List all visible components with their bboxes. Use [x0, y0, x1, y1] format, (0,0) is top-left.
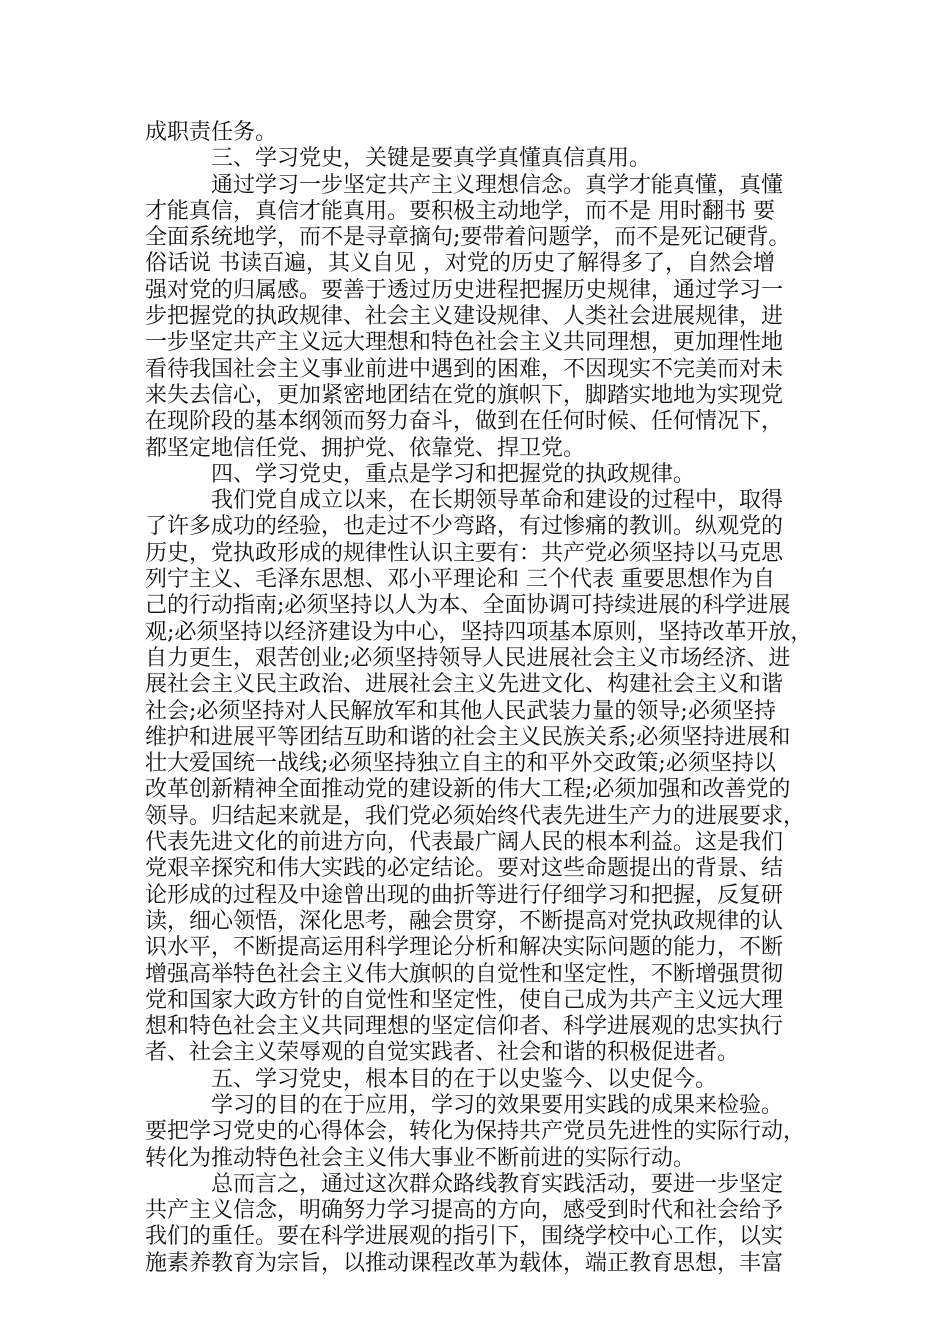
text-line: 四、学习党史，重点是学习和把握党的执政规律。: [211, 461, 696, 487]
text-line: 论形成的过程及中途曾出现的曲折等进行仔细学习和把握，反复研: [145, 882, 784, 908]
text-line: 者、社会主义荣辱观的自觉实践者、社会和谐的积极促进者。: [145, 1040, 740, 1066]
text-line: 展社会主义民主政治、进展社会主义先进文化、构建社会主义和谐: [145, 672, 784, 698]
text-line: 改革创新精神全面推动党的建设新的伟大工程;必须加强和改善党的: [145, 777, 791, 803]
text-line: 全面系统地学，而不是寻章摘句;要带着问题学，而不是死记硬背。: [145, 225, 791, 251]
text-line: 观;必须坚持以经济建设为中心，坚持四项基本原则，坚持改革开放，: [145, 619, 813, 645]
text-line: 俗话说 书读百遍，其义自见 ，对党的历史了解得多了，自然会增: [145, 251, 775, 277]
text-line: 了许多成功的经验，也走过不少弯路，有过惨痛的教训。纵观党的: [145, 514, 784, 540]
text-line: 总而言之，通过这次群众路线教育实践活动，要进一步坚定: [211, 1171, 784, 1197]
text-line: 五、学习党史，根本目的在于以史鉴今、以史促今。: [211, 1066, 718, 1092]
text-line: 在现阶段的基本纲领而努力奋斗，做到在任何时候、任何情况下，: [145, 409, 784, 435]
text-line: 共产主义信念，明确努力学习提高的方向，感受到时代和社会给予: [145, 1198, 784, 1224]
text-line: 列宁主义、毛泽东思想、邓小平理论和 三个代表 重要思想作为自: [145, 567, 775, 593]
text-line: 施素养教育为宗旨，以推动课程改革为载体，端正教育思想，丰富: [145, 1250, 784, 1276]
text-line: 识水平，不断提高运用科学理论分析和解决实际问题的能力，不断: [145, 935, 784, 961]
text-line: 代表先进文化的前进方向，代表最广阔人民的根本利益。这是我们: [145, 830, 784, 856]
text-line: 壮大爱国统一战线;必须坚持独立自主的和平外交政策;必须坚持以: [145, 751, 776, 777]
text-line: 己的行动指南;必须坚持以人为本、全面协调可持续进展的科学进展: [145, 593, 791, 619]
text-line: 读，细心领悟，深化思考，融会贯穿，不断提高对党执政规律的认: [145, 908, 784, 934]
text-line: 我们党自成立以来，在长期领导革命和建设的过程中，取得: [211, 488, 784, 514]
text-line: 成职责任务。: [145, 120, 278, 145]
text-line: 社会;必须坚持对人民解放军和其他人民武装力量的领导;必须坚持: [145, 698, 776, 724]
text-line: 强对党的归属感。要善于透过历史进程把握历史规律，通过学习一: [145, 277, 784, 303]
text-line: 自力更生，艰苦创业;必须坚持领导人民进展社会主义市场经济、进: [145, 645, 791, 671]
text-line: 党艰辛探究和伟大实践的必定结论。要对这些命题提出的背景、结: [145, 856, 784, 882]
text-line: 三、学习党史，关键是要真学真懂真信真用。: [211, 146, 652, 172]
text-line: 都坚定地信任党、拥护党、依靠党、捍卫党。: [145, 435, 586, 461]
text-line: 学习的目的在于应用，学习的效果要用实践的成果来检验。: [211, 1092, 784, 1118]
text-line: 领导。归结起来就是，我们党必须始终代表先进生产力的进展要求，: [145, 803, 806, 829]
text-line: 要把学习党史的心得体会，转化为保持共产党员先进性的实际行动，: [145, 1119, 806, 1145]
text-line: 来失去信心，更加紧密地团结在党的旗帜下，脚踏实地地为实现党: [145, 382, 784, 408]
document-body: [145, 120, 813, 1277]
text-line: 增强高举特色社会主义伟大旗帜的自觉性和坚定性，不断增强贯彻: [145, 961, 784, 987]
text-line: 我们的重任。要在科学进展观的指引下，围绕学校中心工作，以实: [145, 1224, 784, 1250]
text-line: 通过学习一步坚定共产主义理想信念。真学才能真懂，真懂: [211, 172, 784, 198]
text-line: 看待我国社会主义事业前进中遇到的困难，不因现实不完美而对未: [145, 356, 784, 382]
text-line: 历史，党执政形成的规律性认识主要有：共产党必须坚持以马克思: [145, 540, 784, 566]
text-line: 才能真信，真信才能真用。要积极主动地学，而不是 用时翻书 要: [145, 198, 775, 224]
text-line: 党和国家大政方针的自觉性和坚定性，使自己成为共产主义远大理: [145, 987, 784, 1013]
text-line: 想和特色社会主义共同理想的坚定信仰者、科学进展观的忠实执行: [145, 1014, 784, 1040]
text-line: 一步坚定共产主义远大理想和特色社会主义共同理想，更加理性地: [145, 330, 784, 356]
text-line: 步把握党的执政规律、社会主义建设规律、人类社会进展规律，进: [145, 304, 784, 330]
text-line: 转化为推动特色社会主义伟大事业不断前进的实际行动。: [145, 1145, 696, 1171]
text-line: 维护和进展平等团结互助和谐的社会主义民族关系;必须坚持进展和: [145, 724, 791, 750]
